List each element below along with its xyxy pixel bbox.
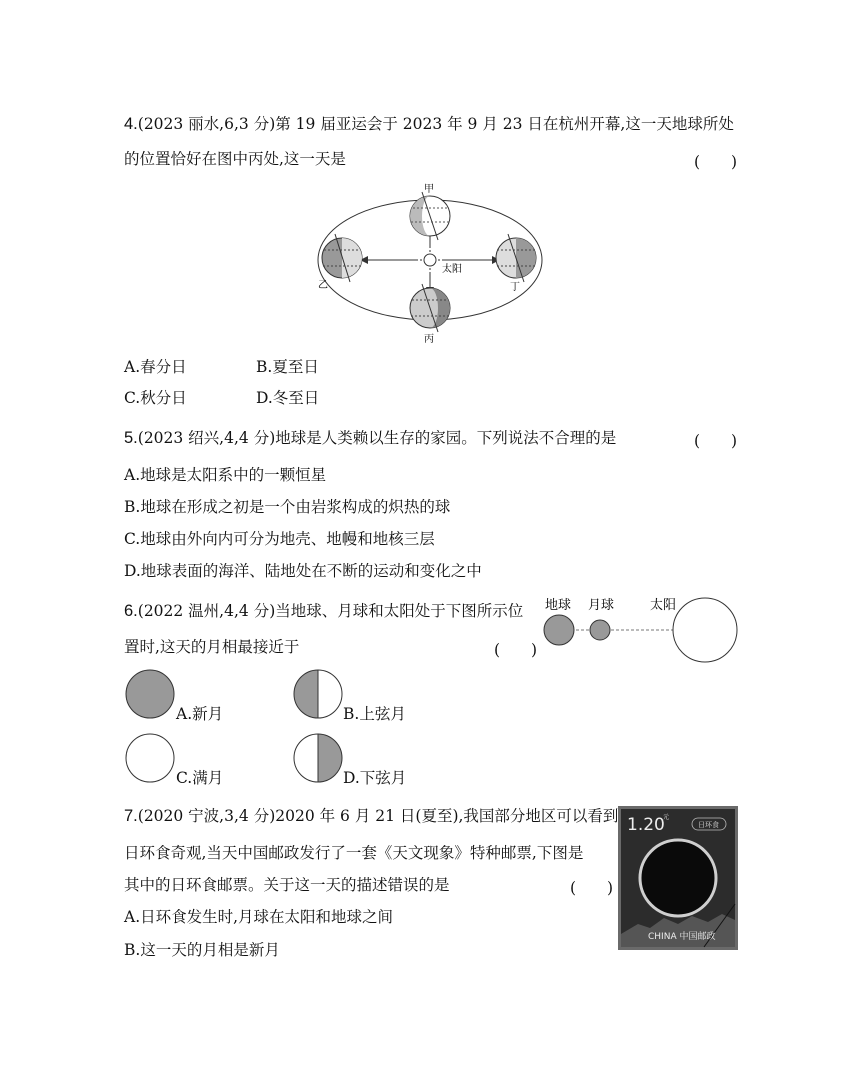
- earth-position-bottom: [410, 284, 450, 332]
- stamp-value: 1.20: [627, 815, 665, 835]
- q4-option-a[interactable]: A.春分日: [124, 358, 187, 376]
- earth-circle: [544, 615, 574, 645]
- q7-option-b[interactable]: B.这一天的月相是新月: [124, 941, 280, 959]
- earth-position-top: [410, 192, 450, 240]
- q4-option-c[interactable]: C.秋分日: [124, 389, 187, 407]
- sun-label: 太阳: [442, 264, 462, 275]
- full-moon-icon: [124, 732, 176, 784]
- moon-circle: [590, 620, 610, 640]
- q6-stem-line1: 6.(2022 温州,4,4 分)当地球、月球和太阳处于下图所示位: [124, 602, 524, 620]
- first-quarter-moon-icon: [292, 668, 344, 720]
- earth-orbit-diagram: [300, 178, 562, 346]
- q7-number: 7.: [124, 807, 138, 825]
- q7-stem-line3: 其中的日环食邮票。关于这一天的描述错误的是: [124, 876, 450, 894]
- q6-option-b[interactable]: B.上弦月: [343, 705, 406, 723]
- q6-stem-line2: 置时,这天的月相最接近于: [124, 638, 300, 656]
- stamp-country: CHINA 中国邮政: [648, 932, 716, 942]
- sun-circle: [673, 598, 737, 662]
- q7-option-a[interactable]: A.日环食发生时,月球在太阳和地球之间: [124, 908, 394, 926]
- q4-number: 4.: [124, 115, 138, 133]
- q5-option-c[interactable]: C.地球由外向内可分为地壳、地幔和地核三层: [124, 530, 435, 548]
- new-moon-icon: [124, 668, 176, 720]
- stamp-value-unit: 元: [663, 814, 670, 821]
- label-ding: 丁: [510, 282, 520, 293]
- q6-option-c[interactable]: C.满月: [176, 769, 224, 787]
- last-quarter-moon-icon: [292, 732, 344, 784]
- earth-position-left: [322, 234, 362, 282]
- q5-answer-paren: ( ): [694, 432, 738, 450]
- q5-option-d[interactable]: D.地球表面的海洋、陆地处在不断的运动和变化之中: [124, 562, 482, 580]
- q6-answer-paren: ( ): [494, 641, 538, 659]
- q4-stem-line1: 4.(2023 丽水,6,3 分)第 19 届亚运会于 2023 年 9 月 23 日在杭州开幕,这一天地球所处: [124, 115, 734, 133]
- q4-option-d[interactable]: D.冬至日: [256, 389, 320, 407]
- q5-option-b[interactable]: B.地球在形成之初是一个由岩浆构成的炽热的球: [124, 498, 451, 516]
- q4-option-b[interactable]: B.夏至日: [256, 358, 319, 376]
- label-bing: 丙: [424, 334, 434, 345]
- q5-option-a[interactable]: A.地球是太阳系中的一颗恒星: [124, 466, 327, 484]
- stamp-label: 日环食: [698, 821, 719, 829]
- q6-number: 6.: [124, 602, 138, 620]
- earth-label: 地球: [545, 598, 572, 613]
- q5-number: 5.: [124, 429, 138, 447]
- eclipse-icon: [640, 840, 716, 916]
- q4-stem-line2: 的位置恰好在图中丙处,这一天是: [124, 150, 346, 168]
- label-yi: 乙: [318, 280, 328, 291]
- q7-stem-line2: 日环食奇观,当天中国邮政发行了一套《天文现象》特种邮票,下图是: [124, 844, 584, 862]
- moon-label: 月球: [588, 598, 615, 613]
- q7-stem-line1: 7.(2020 宁波,3,4 分)2020 年 6 月 21 日(夏至),我国部分地区可以看到: [124, 807, 619, 825]
- q6-option-a[interactable]: A.新月: [176, 705, 224, 723]
- q7-answer-paren: ( ): [570, 879, 614, 897]
- q4-answer-paren: ( ): [694, 153, 738, 171]
- sun-icon: [420, 250, 440, 270]
- annular-eclipse-stamp: [618, 806, 738, 950]
- sun-label: 太阳: [650, 598, 677, 613]
- earth-position-right: [496, 234, 536, 282]
- q5-stem: 5.(2023 绍兴,4,4 分)地球是人类赖以生存的家园。下列说法不合理的是: [124, 429, 617, 447]
- earth-moon-sun-diagram: [540, 592, 745, 668]
- label-jia: 甲: [424, 184, 434, 195]
- q6-option-d[interactable]: D.下弦月: [343, 769, 407, 787]
